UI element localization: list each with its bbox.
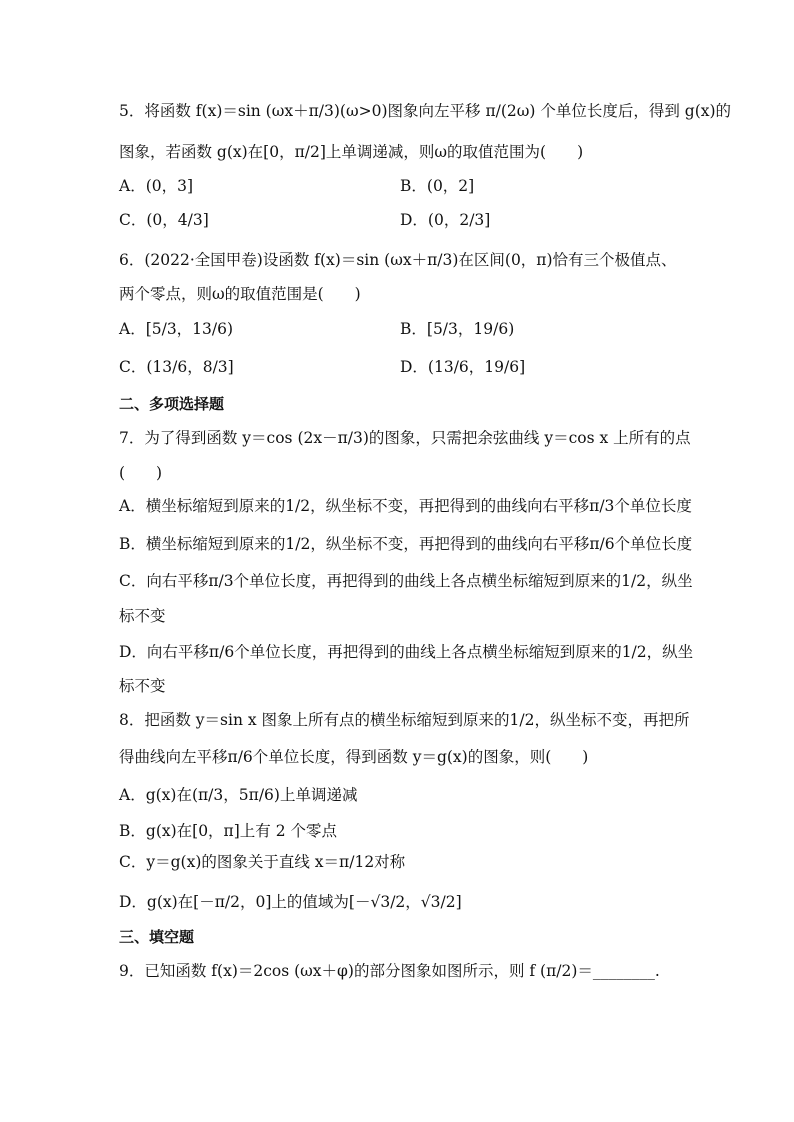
q5-option-b: B．(0，2] bbox=[400, 177, 475, 195]
q6-option-b: B．[5/3，19/6) bbox=[400, 320, 515, 338]
section-multi-choice-heading: 二、多项选择题 bbox=[119, 395, 225, 413]
q7-option-b: B．横坐标缩短到原来的1/2，纵坐标不变，再把得到的曲线向右平移π/6个单位长度 bbox=[119, 535, 693, 553]
q8-option-c: C．y＝g(x)的图象关于直线 x＝π/12对称 bbox=[119, 853, 406, 871]
q6-line2: 两个零点，则ω的取值范围是( ) bbox=[119, 285, 361, 303]
q8-line2: 得曲线向左平移π/6个单位长度，得到函数 y＝g(x)的图象，则( ) bbox=[119, 748, 589, 766]
q5-line2: 图象，若函数 g(x)在[0，π/2]上单调递减，则ω的取值范围为( ) bbox=[119, 143, 584, 161]
q7-option-c-line2: 标不变 bbox=[119, 607, 166, 625]
q5-option-a: A．(0，3] bbox=[119, 177, 194, 195]
q8-option-a: A．g(x)在(π/3，5π/6)上单调递减 bbox=[119, 786, 358, 804]
q5-option-c: C．(0，4/3] bbox=[119, 211, 209, 229]
q7-option-a: A．横坐标缩短到原来的1/2，纵坐标不变，再把得到的曲线向右平移π/3个单位长度 bbox=[119, 497, 692, 515]
q6-option-a: A．[5/3，13/6) bbox=[119, 320, 234, 338]
q9-line1: 9．已知函数 f(x)＝2cos (ωx＋φ)的部分图象如图所示，则 f (π/2)＝________. bbox=[119, 962, 660, 980]
q7-option-d-line2: 标不变 bbox=[119, 677, 166, 695]
q6-option-d: D．(13/6，19/6] bbox=[400, 358, 526, 376]
q7-option-c-line1: C．向右平移π/3个单位长度，再把得到的曲线上各点横坐标缩短到原来的1/2，纵坐 bbox=[119, 572, 693, 590]
q5-option-d: D．(0，2/3] bbox=[400, 211, 491, 229]
q8-option-b: B．g(x)在[0，π]上有 2 个零点 bbox=[119, 822, 338, 840]
q7-line2: ( ) bbox=[119, 464, 163, 482]
section-fill-blank-heading: 三、填空题 bbox=[119, 928, 195, 946]
q7-option-d-line1: D．向右平移π/6个单位长度，再把得到的曲线上各点横坐标缩短到原来的1/2，纵坐 bbox=[119, 643, 694, 661]
q6-option-c: C．(13/6，8/3] bbox=[119, 358, 234, 376]
q5-line1: 5．将函数 f(x)＝sin (ωx＋π/3)(ω>0)图象向左平移 π/(2ω) 个单位长度后，得到 g(x)的 bbox=[119, 102, 732, 120]
q7-line1: 7．为了得到函数 y＝cos (2x－π/3)的图象，只需把余弦曲线 y＝cos x 上所有的点 bbox=[119, 429, 691, 447]
q6-line1: 6．(2022·全国甲卷)设函数 f(x)＝sin (ωx＋π/3)在区间(0，π)恰有三个极值点、 bbox=[119, 251, 677, 269]
q8-line1: 8．把函数 y＝sin x 图象上所有点的横坐标缩短到原来的1/2，纵坐标不变，再把所 bbox=[119, 711, 690, 729]
q8-option-d: D．g(x)在[－π/2，0]上的值域为[－√3/2，√3/2] bbox=[119, 893, 462, 911]
